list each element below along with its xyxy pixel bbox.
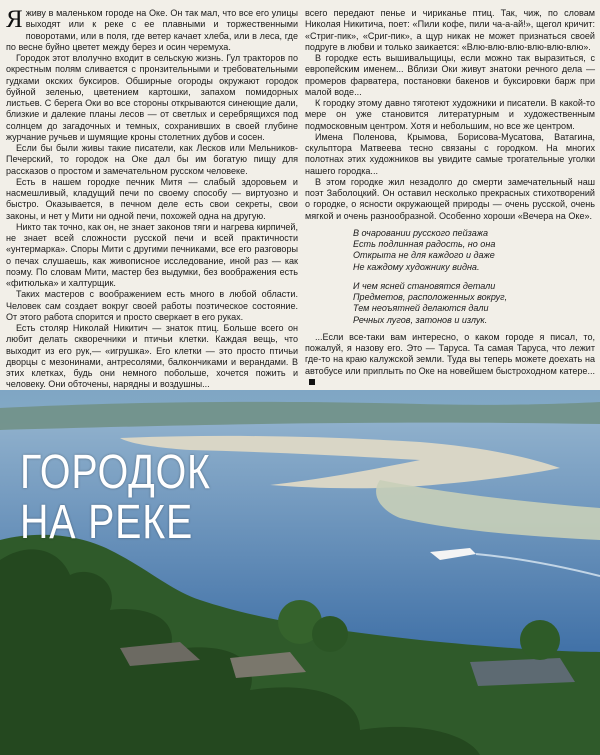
article-column-right: [305, 8, 595, 418]
headline-line: НА РЕКЕ: [20, 496, 194, 549]
headline-line: ГОРОДОК: [20, 446, 211, 499]
tree-crown: [312, 616, 348, 652]
village-roof: [470, 658, 575, 686]
drop-cap: Я: [6, 6, 23, 33]
article-column-left: [6, 8, 298, 447]
article-paragraph: Таких мастеров с воображением есть много в любой области. Человек сам создает вокруг своей работы поэтическое состояние. От этого работа спорится и просто сверкает в его руках.: [6, 289, 298, 322]
article-paragraph: Если бы были живы такие писатели, как Лесков или Мельников-Печерский, то городок на Оке дал бы им богатую пищу для рассказов о простом и замечательном русском человеке.: [6, 143, 298, 176]
poem-line: Не каждому художнику видна.: [353, 261, 480, 272]
article-paragraph: всего передают пенье и чириканье птиц. Так, чиж, по словам Николая Никитича, поет: «Пили кофе, пили ча-а-ай!», щегол кричит: «Стриг-пик», «Сриг-пик», а щур никак не может признаться своей подруге в любви и только заикается: «Влю-влю-влю-влю-влю-влю».: [305, 8, 595, 52]
poem-line: Открыта не для каждого и даже: [353, 250, 495, 261]
article-paragraph: Никто так точно, как он, не знает законов тяги и нагрева кирпичей, не знает всей сложности русской печи и всей практичности «унтермарка». Споры Мити с другими печниками, все его разговоры о печах слушаешь, как живописное исследование, иной раз — как поэму. По словам Мити, мастер без выдумки, без воображения есть «фитюлька» и халтурщик.: [6, 221, 298, 288]
article-paragraph: Яживу в маленьком городе на Оке. Он так мал, что все его улицы выходят или к реке с ее плавными и торжественными поворотами, или в поля, где ветер качает хлеба, или в леса, где по весне буйно цветет между берез и осин черемуха.: [6, 6, 298, 52]
poem-quote: [353, 228, 595, 326]
poem-line: В очаровании русского пейзажа: [353, 227, 489, 238]
poem-line: Тем неоъятней делаются дали: [353, 303, 489, 314]
article-paragraph: В городке есть вышивальщицы, если можно так выразиться, с европейским именем... Вблизи Оки живут знатоки речного дела — промеров фарватера, постановки бакенов и буксировки барж при малой воде...: [305, 53, 595, 97]
article-paragraph: Есть столяр Николай Никитич — знаток птиц. Больше всего он любит делать скворечники и птичьи клетки. Каждая вещь, что выходит из его рук,— «игрушка». Его клетки — это просто птичьи дворцы с мезонинами, антресолями, балкончиками и верандами. В этих клетках, будь они немного побольше, хочется пожить и человеку. Они обточены, нарядны и воздушны...: [6, 323, 298, 390]
tree-crown: [520, 620, 560, 660]
poem-line: Предметов, расположенных вокруг,: [353, 292, 508, 302]
article-paragraph: Есть в нашем городке печник Митя — слабый здоровьем и насмешливый, кладущий печи по своему способу — виртуозно и быстро. Оказывается, в печном деле есть свои секреты, свои законы, и нет у Мити ни одной печи, похожей одна на другую.: [6, 176, 298, 221]
stanza-gap: [353, 273, 595, 281]
article-paragraph: Имена Поленова, Крымова, Борисова-Мусатова, Ватагина, скульптора Матвеева тесно связаны с городком. На многих полотнах этих художников вы увидите самые трогательные уголки нашего городка...: [305, 131, 595, 176]
article-paragraph: В этом городке жил незадолго до смерти замечательный наш поэт Заболоцкий. Он оставил несколько прекрасных стихотворений о городке, о ясности окружающей природы — очень русской, очень мягкой и очень разнообразной. Особенно хороши «Вечера на Оке».: [305, 176, 595, 221]
end-mark-icon: [309, 379, 315, 385]
poem-line: И чем ясней становятся детали: [353, 280, 496, 291]
article-headline: [20, 448, 211, 548]
poem-line: Речных лугов, затонов и излук.: [353, 314, 488, 325]
article-paragraph: ...Если все-таки вам интересно, о каком городе я писал, то, пожалуй, я назову его. Это — Таруса. Та самая Таруса, что лежит где-то на краю калужской земли. Туда вы теперь можете доехать на автобусе или приплыть по Оке на новейшем быстроходном катере...: [305, 332, 595, 388]
article-paragraph: К городку этому давно тяготеют художники и писатели. В какой-то мере он уже становится литературным и художественным подмосковным центром. Хотя и небольшим, но все же центром.: [305, 98, 595, 131]
river-landscape-photo: [0, 390, 600, 755]
poem-line: Есть подлинная радость, но она: [353, 239, 496, 249]
article-paragraph: Городок этот влолучно входит в сельскую жизнь. Гул тракторов по окрестным полям сливается с пронзительными и требовательными гудками окских буксиров. Обширные огороды окружают городок буйной зеленью, цветением картошки, запахом помидорных листьев. С берега Оки во все стороны открываются синеющие дали, близкие и далекие планы лесов — от светлых и серебрящихся под солнцем до загадочных и темных, сохранивших в своей глубине журчание ручьев и шумящие кроны столетних дубов и сосен.: [6, 53, 298, 142]
